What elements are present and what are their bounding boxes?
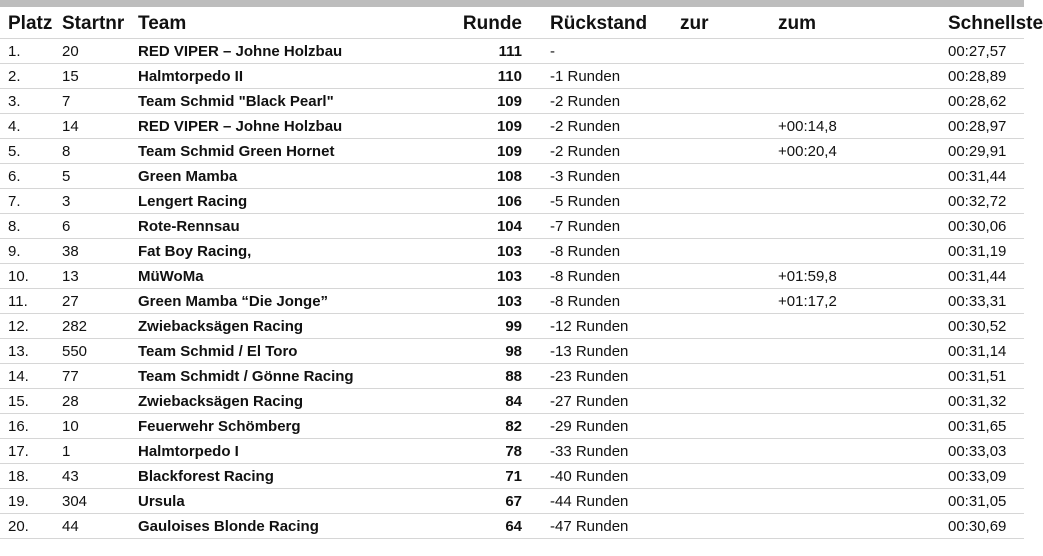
cell-team: Fat Boy Racing,	[138, 239, 456, 264]
cell-team: Ursula	[138, 489, 456, 514]
cell-zur	[676, 164, 778, 189]
cell-schnellste: 00:30,06	[948, 214, 1024, 239]
cell-rueckstand: -2 Runden	[550, 89, 676, 114]
cell-runde: 103	[456, 289, 550, 314]
cell-startnr: 10	[62, 414, 138, 439]
cell-runde: 84	[456, 389, 550, 414]
cell-team: Team Schmid "Black Pearl"	[138, 89, 456, 114]
cell-startnr: 43	[62, 464, 138, 489]
cell-zum	[778, 189, 948, 214]
table-row	[0, 139, 1024, 164]
cell-schnellste: 00:33,31	[948, 289, 1024, 314]
cell-schnellste: 00:31,44	[948, 164, 1024, 189]
header-schnellste: Schnellste	[948, 13, 1043, 34]
cell-startnr: 5	[62, 164, 138, 189]
cell-schnellste: 00:28,62	[948, 89, 1024, 114]
cell-zur	[676, 89, 778, 114]
cell-platz: 7.	[0, 189, 62, 214]
cell-schnellste: 00:28,89	[948, 64, 1024, 89]
cell-runde: 71	[456, 464, 550, 489]
cell-rueckstand: -23 Runden	[550, 364, 676, 389]
cell-zur	[676, 464, 778, 489]
cell-zum	[778, 489, 948, 514]
cell-rueckstand: -13 Runden	[550, 339, 676, 364]
cell-rueckstand: -47 Runden	[550, 514, 676, 539]
cell-zum	[778, 389, 948, 414]
cell-schnellste: 00:31,05	[948, 489, 1024, 514]
cell-platz: 15.	[0, 389, 62, 414]
top-rule	[0, 0, 1024, 7]
cell-team: Blackforest Racing	[138, 464, 456, 489]
cell-schnellste: 00:27,57	[948, 39, 1024, 64]
cell-zur	[676, 339, 778, 364]
cell-platz: 10.	[0, 264, 62, 289]
table-row	[0, 414, 1024, 439]
cell-runde: 67	[456, 489, 550, 514]
cell-team: Feuerwehr Schömberg	[138, 414, 456, 439]
cell-schnellste: 00:31,19	[948, 239, 1024, 264]
cell-schnellste: 00:31,14	[948, 339, 1024, 364]
cell-platz: 6.	[0, 164, 62, 189]
cell-startnr: 304	[62, 489, 138, 514]
cell-startnr: 77	[62, 364, 138, 389]
header-row	[0, 10, 1024, 39]
cell-schnellste: 00:31,51	[948, 364, 1024, 389]
cell-schnellste: 00:30,69	[948, 514, 1024, 539]
cell-platz: 17.	[0, 439, 62, 464]
cell-platz: 19.	[0, 489, 62, 514]
cell-startnr: 6	[62, 214, 138, 239]
cell-schnellste: 00:30,52	[948, 314, 1024, 339]
table-row	[0, 264, 1024, 289]
cell-runde: 111	[456, 39, 550, 64]
cell-startnr: 3	[62, 189, 138, 214]
cell-team: Green Mamba “Die Jonge”	[138, 289, 456, 314]
table-row	[0, 214, 1024, 239]
cell-zum	[778, 464, 948, 489]
cell-team: Gauloises Blonde Racing	[138, 514, 456, 539]
cell-schnellste: 00:31,65	[948, 414, 1024, 439]
table-row	[0, 514, 1024, 539]
cell-zur	[676, 189, 778, 214]
cell-zum: +01:17,2	[778, 289, 948, 314]
cell-team: Team Schmidt / Gönne Racing	[138, 364, 456, 389]
cell-team: Halmtorpedo II	[138, 64, 456, 89]
cell-schnellste: 00:33,09	[948, 464, 1024, 489]
cell-rueckstand: -5 Runden	[550, 189, 676, 214]
cell-zum	[778, 239, 948, 264]
table-row	[0, 439, 1024, 464]
table-row	[0, 339, 1024, 364]
cell-platz: 8.	[0, 214, 62, 239]
cell-zur	[676, 389, 778, 414]
cell-schnellste: 00:33,03	[948, 439, 1024, 464]
cell-startnr: 44	[62, 514, 138, 539]
cell-rueckstand: -8 Runden	[550, 239, 676, 264]
cell-zum: +00:14,8	[778, 114, 948, 139]
cell-zum	[778, 364, 948, 389]
cell-zur	[676, 239, 778, 264]
table-row	[0, 389, 1024, 414]
cell-startnr: 28	[62, 389, 138, 414]
cell-zum	[778, 64, 948, 89]
cell-zum	[778, 439, 948, 464]
table-row	[0, 114, 1024, 139]
cell-startnr: 550	[62, 339, 138, 364]
cell-zur	[676, 364, 778, 389]
cell-rueckstand: -7 Runden	[550, 214, 676, 239]
cell-rueckstand: -27 Runden	[550, 389, 676, 414]
header-zum: zum	[778, 13, 816, 34]
cell-team: Team Schmid / El Toro	[138, 339, 456, 364]
cell-schnellste: 00:31,44	[948, 264, 1024, 289]
cell-rueckstand: -2 Runden	[550, 139, 676, 164]
cell-startnr: 15	[62, 64, 138, 89]
cell-startnr: 8	[62, 139, 138, 164]
cell-runde: 103	[456, 239, 550, 264]
cell-runde: 64	[456, 514, 550, 539]
cell-platz: 5.	[0, 139, 62, 164]
cell-team: Green Mamba	[138, 164, 456, 189]
cell-runde: 109	[456, 114, 550, 139]
cell-startnr: 1	[62, 439, 138, 464]
results-body	[0, 39, 1024, 539]
cell-startnr: 20	[62, 39, 138, 64]
cell-team: Team Schmid Green Hornet	[138, 139, 456, 164]
cell-runde: 82	[456, 414, 550, 439]
table-row	[0, 189, 1024, 214]
cell-runde: 106	[456, 189, 550, 214]
header-startnr: Startnr	[62, 13, 125, 34]
cell-startnr: 38	[62, 239, 138, 264]
cell-rueckstand: -44 Runden	[550, 489, 676, 514]
cell-schnellste: 00:31,32	[948, 389, 1024, 414]
cell-zur	[676, 114, 778, 139]
cell-runde: 109	[456, 139, 550, 164]
cell-zum	[778, 314, 948, 339]
cell-runde: 103	[456, 264, 550, 289]
cell-zur	[676, 314, 778, 339]
cell-platz: 16.	[0, 414, 62, 439]
cell-zum	[778, 164, 948, 189]
cell-rueckstand: -8 Runden	[550, 264, 676, 289]
cell-rueckstand: -1 Runden	[550, 64, 676, 89]
cell-startnr: 282	[62, 314, 138, 339]
cell-zur	[676, 214, 778, 239]
cell-zum: +01:59,8	[778, 264, 948, 289]
cell-runde: 104	[456, 214, 550, 239]
cell-zur	[676, 264, 778, 289]
header-platz: Platz	[8, 13, 53, 34]
cell-rueckstand: -3 Runden	[550, 164, 676, 189]
cell-rueckstand: -2 Runden	[550, 114, 676, 139]
cell-rueckstand: -40 Runden	[550, 464, 676, 489]
cell-zur	[676, 39, 778, 64]
cell-team: Zwiebacksägen Racing	[138, 389, 456, 414]
cell-rueckstand: -33 Runden	[550, 439, 676, 464]
cell-startnr: 7	[62, 89, 138, 114]
cell-zum	[778, 414, 948, 439]
header-zur: zur	[680, 13, 709, 34]
cell-platz: 1.	[0, 39, 62, 64]
cell-platz: 9.	[0, 239, 62, 264]
cell-zur	[676, 289, 778, 314]
cell-zum	[778, 39, 948, 64]
cell-rueckstand: -	[550, 39, 676, 64]
cell-platz: 11.	[0, 289, 62, 314]
header-rueckstand: Rückstand	[550, 13, 648, 34]
cell-platz: 20.	[0, 514, 62, 539]
table-row	[0, 464, 1024, 489]
cell-zur	[676, 139, 778, 164]
cell-team: RED VIPER – Johne Holzbau	[138, 39, 456, 64]
cell-runde: 98	[456, 339, 550, 364]
cell-platz: 12.	[0, 314, 62, 339]
cell-schnellste: 00:32,72	[948, 189, 1024, 214]
cell-team: Zwiebacksägen Racing	[138, 314, 456, 339]
cell-startnr: 27	[62, 289, 138, 314]
cell-platz: 14.	[0, 364, 62, 389]
cell-zur	[676, 414, 778, 439]
cell-zur	[676, 64, 778, 89]
cell-platz: 13.	[0, 339, 62, 364]
table-row	[0, 64, 1024, 89]
cell-runde: 108	[456, 164, 550, 189]
table-row	[0, 39, 1024, 64]
cell-runde: 78	[456, 439, 550, 464]
cell-runde: 99	[456, 314, 550, 339]
cell-zum	[778, 214, 948, 239]
cell-zur	[676, 514, 778, 539]
cell-team: Rote-Rennsau	[138, 214, 456, 239]
cell-zur	[676, 489, 778, 514]
cell-platz: 2.	[0, 64, 62, 89]
cell-zum	[778, 514, 948, 539]
cell-rueckstand: -29 Runden	[550, 414, 676, 439]
cell-zur	[676, 439, 778, 464]
cell-runde: 88	[456, 364, 550, 389]
results-table	[0, 10, 1043, 539]
cell-team: Halmtorpedo I	[138, 439, 456, 464]
header-team: Team	[138, 13, 187, 34]
cell-runde: 109	[456, 89, 550, 114]
cell-startnr: 13	[62, 264, 138, 289]
cell-team: Lengert Racing	[138, 189, 456, 214]
cell-zum: +00:20,4	[778, 139, 948, 164]
table-row	[0, 164, 1024, 189]
cell-schnellste: 00:29,91	[948, 139, 1024, 164]
cell-runde: 110	[456, 64, 550, 89]
cell-zum	[778, 339, 948, 364]
cell-rueckstand: -8 Runden	[550, 289, 676, 314]
cell-startnr: 14	[62, 114, 138, 139]
cell-platz: 3.	[0, 89, 62, 114]
table-row	[0, 239, 1024, 264]
cell-schnellste: 00:28,97	[948, 114, 1024, 139]
table-row	[0, 314, 1024, 339]
cell-team: MüWoMa	[138, 264, 456, 289]
cell-rueckstand: -12 Runden	[550, 314, 676, 339]
cell-team: RED VIPER – Johne Holzbau	[138, 114, 456, 139]
cell-platz: 18.	[0, 464, 62, 489]
table-row	[0, 489, 1024, 514]
table-row	[0, 364, 1024, 389]
cell-zum	[778, 89, 948, 114]
cell-platz: 4.	[0, 114, 62, 139]
header-runde: Runde	[462, 13, 522, 34]
table-row	[0, 289, 1024, 314]
table-row	[0, 89, 1024, 114]
